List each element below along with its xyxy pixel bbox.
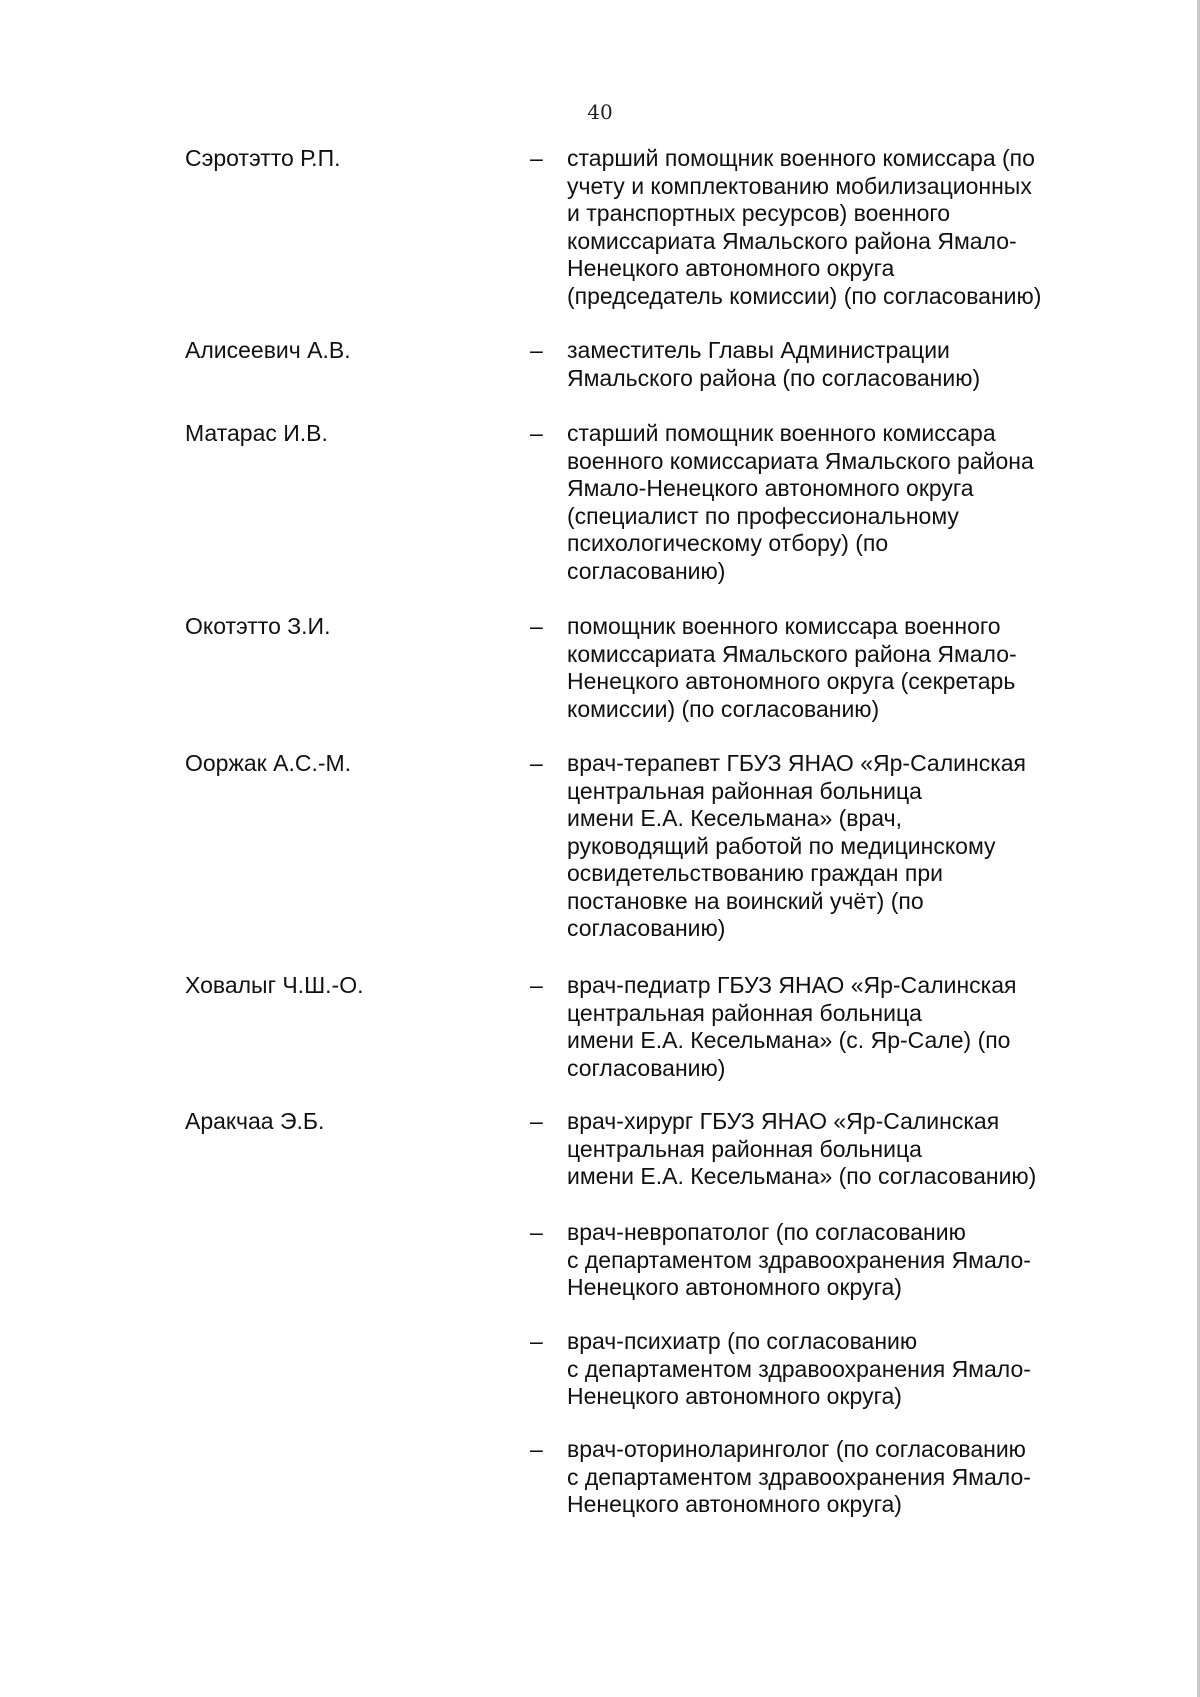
dash-separator: – — [530, 1328, 543, 1354]
position-line: комиссариата Ямальского района Ямало- — [567, 640, 1017, 667]
member-position — [567, 1108, 1127, 1191]
position-line: имени Е.А. Кесельмана» (врач, — [567, 805, 902, 831]
position-line: комиссии) (по согласованию) — [567, 695, 880, 722]
position-line: Ненецкого автономного округа) — [567, 1383, 902, 1409]
member-name: Сэротэтто Р.П. — [185, 145, 341, 171]
page-number: 40 — [587, 100, 613, 124]
position-line: Ямальского района (по согласованию) — [567, 364, 981, 391]
position-line: врач-хирург ГБУЗ ЯНАО «Яр-Салинская — [567, 1108, 1000, 1134]
position-line: Ненецкого автономного округа) — [567, 1274, 902, 1300]
member-position — [567, 613, 1127, 723]
dash-separator: – — [530, 613, 543, 639]
position-line: Ненецкого автономного округа (секретарь — [567, 668, 1016, 694]
position-line: согласованию) — [567, 915, 726, 941]
position-line: врач-терапевт ГБУЗ ЯНАО «Яр-Салинская — [567, 750, 1027, 776]
position-line: комиссариата Ямальского района Ямало- — [567, 227, 1017, 254]
position-line: центральная районная больница — [567, 1135, 922, 1162]
position-line: помощник военного комиссара военного — [567, 613, 1001, 639]
member-position — [567, 145, 1127, 310]
position-line: врач-психиатр (по согласованию — [567, 1328, 918, 1354]
position-line: руководящий работой по медицинскому — [567, 832, 996, 859]
position-line: заместитель Главы Администрации — [567, 337, 950, 363]
position-line: постановке на воинский учёт) (по — [567, 887, 924, 914]
dash-separator: – — [530, 1108, 543, 1134]
position-line: имени Е.А. Кесельмана» (по согласованию) — [567, 1163, 1037, 1189]
dash-separator: – — [530, 972, 543, 998]
position-line: имени Е.А. Кесельмана» (с. Яр-Сале) (по — [567, 1027, 1011, 1053]
member-position — [567, 1328, 1127, 1411]
position-line: (специалист по профессиональному — [567, 502, 959, 529]
position-line: (председатель комиссии) (по согласованию) — [567, 282, 1042, 309]
dash-separator: – — [530, 145, 543, 171]
member-name: Ооржак А.С.-М. — [185, 750, 352, 776]
position-line: врач-педиатр ГБУЗ ЯНАО «Яр-Салинская — [567, 972, 1017, 998]
member-position — [567, 750, 1127, 943]
position-line: старший помощник военного комиссара — [567, 420, 996, 446]
member-position — [567, 337, 1127, 392]
position-line: с департаментом здравоохранения Ямало- — [567, 1463, 1031, 1490]
position-line: согласованию) — [567, 1054, 726, 1081]
position-line: освидетельствованию граждан при — [567, 860, 943, 886]
member-name: Аракчаа Э.Б. — [185, 1108, 325, 1134]
position-line: старший помощник военного комиссара (по — [567, 145, 1035, 171]
position-line: Ямало-Ненецкого автономного округа — [567, 475, 974, 501]
position-line: согласованию) — [567, 557, 726, 584]
dash-separator: – — [530, 420, 543, 446]
position-line: Ненецкого автономного округа — [567, 255, 895, 281]
position-line: Ненецкого автономного округа) — [567, 1491, 902, 1517]
member-position — [567, 1219, 1127, 1302]
dash-separator: – — [530, 337, 543, 363]
position-line: психологическому отбору) (по — [567, 530, 889, 556]
member-position — [567, 972, 1127, 1082]
member-name: Алисеевич А.В. — [185, 337, 351, 363]
position-line: и транспортных ресурсов) военного — [567, 200, 951, 226]
member-name: Окотэтто З.И. — [185, 613, 331, 639]
member-position — [567, 1436, 1127, 1519]
position-line: военного комиссариата Ямальского района — [567, 447, 1034, 474]
dash-separator: – — [530, 1436, 543, 1462]
member-position — [567, 420, 1127, 585]
position-line: с департаментом здравоохранения Ямало- — [567, 1355, 1031, 1382]
position-line: центральная районная больница — [567, 777, 922, 804]
position-line: с департаментом здравоохранения Ямало- — [567, 1246, 1031, 1273]
position-line: врач-невропатолог (по согласованию — [567, 1219, 966, 1245]
member-name: Матарас И.В. — [185, 420, 328, 446]
position-line: учету и комплектованию мобилизационных — [567, 172, 1032, 199]
dash-separator: – — [530, 750, 543, 776]
position-line: врач-оториноларинголог (по согласованию — [567, 1436, 1026, 1462]
dash-separator: – — [530, 1219, 543, 1245]
position-line: центральная районная больница — [567, 999, 922, 1026]
member-name: Ховалыг Ч.Ш.-О. — [185, 972, 364, 998]
